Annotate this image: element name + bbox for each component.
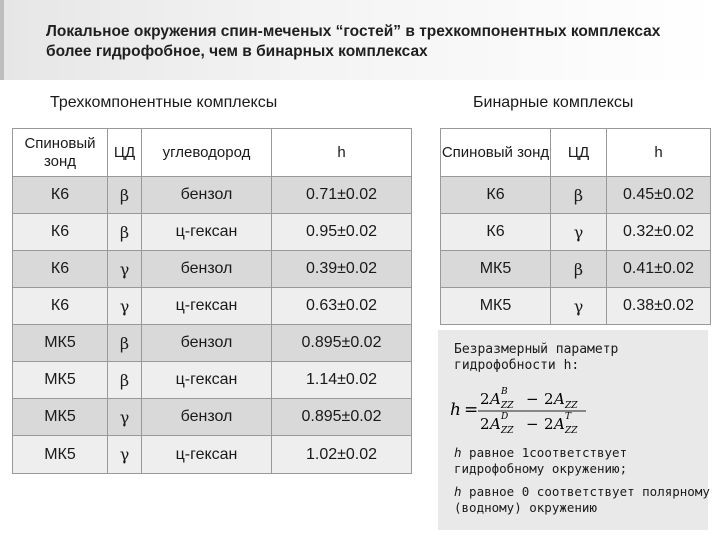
h-value-cell: 0.39±0.02 <box>272 251 412 288</box>
header-cell: h <box>272 129 412 177</box>
probe-cell: К6 <box>13 288 108 325</box>
probe-cell: МК5 <box>13 325 108 362</box>
probe-cell: МК5 <box>441 288 551 325</box>
hydrocarbon-cell: бензол <box>142 399 272 436</box>
formula-num-minus: − <box>526 390 539 408</box>
probe-cell: МК5 <box>13 399 108 436</box>
note-h-symbol: h <box>454 445 462 460</box>
h-value-cell: 0.63±0.02 <box>272 288 412 325</box>
probe-cell: МК5 <box>13 436 108 474</box>
table-header-row <box>13 129 412 177</box>
table-row <box>13 251 412 288</box>
table-header-row <box>441 129 711 177</box>
table-row <box>13 436 412 474</box>
table-row <box>441 288 711 325</box>
table-row <box>13 325 412 362</box>
probe-cell: МК5 <box>441 251 551 288</box>
formula-lhs: h <box>450 400 461 420</box>
right-table-heading: Бинарные комплексы <box>473 94 634 111</box>
note-polar <box>454 484 714 516</box>
h-value-cell: 0.41±0.02 <box>607 251 711 288</box>
h-value-cell: 0.95±0.02 <box>272 214 412 251</box>
probe-cell: К6 <box>13 214 108 251</box>
formula-equals: = <box>464 400 479 420</box>
probe-cell: К6 <box>13 177 108 214</box>
table-row <box>13 214 412 251</box>
hydrophobicity-description: Безразмерный параметр гидрофобности h: <box>454 342 619 373</box>
formula-den-coef2: 2 <box>544 415 554 433</box>
cd-cell: β <box>551 177 607 214</box>
table-row <box>441 214 711 251</box>
cd-cell: β <box>108 362 142 399</box>
formula-den-a1-sub: ZZ <box>501 426 514 434</box>
table-row <box>13 177 412 214</box>
table-row <box>13 362 412 399</box>
formula-den-coef: 2 <box>480 415 490 433</box>
hydrocarbon-cell: бензол <box>142 251 272 288</box>
header-cell: ЦД <box>551 129 607 177</box>
cd-cell: β <box>108 177 142 214</box>
table-row <box>441 177 711 214</box>
cd-cell: γ <box>108 288 142 325</box>
note-hydrophobic <box>454 445 709 477</box>
probe-cell: К6 <box>13 251 108 288</box>
note-h-symbol: h <box>454 484 462 499</box>
formula-den-a1: A <box>490 415 501 433</box>
cd-cell: γ <box>108 436 142 474</box>
header-cell: Спиновый зонд <box>13 129 108 177</box>
h-value-cell: 0.38±0.02 <box>607 288 711 325</box>
header-cell: h <box>607 129 711 177</box>
formula-den-a2-sup: T <box>565 412 572 422</box>
cd-cell: γ <box>108 251 142 288</box>
cd-cell: γ <box>551 288 607 325</box>
table-row <box>13 399 412 436</box>
title-accent <box>0 0 4 80</box>
table-row <box>13 288 412 325</box>
cd-cell: β <box>551 251 607 288</box>
formula-num-a2: A <box>554 390 565 408</box>
formula-num-a1-sup: B <box>501 387 508 397</box>
table-row <box>441 251 711 288</box>
probe-cell: К6 <box>441 177 551 214</box>
left-table-heading: Трехкомпонентные комплексы <box>50 94 278 111</box>
formula-num-a1: A <box>490 390 501 408</box>
slide-title: Локальное окружения спин-меченых “гостей” в трехкомпонентных комплексах более гидрофобное, чем в бинарных комплексах <box>46 23 661 60</box>
h-value-cell: 0.895±0.02 <box>272 399 412 436</box>
hydrocarbon-cell: ц-гексан <box>142 214 272 251</box>
formula-num-a2-sub: ZZ <box>565 401 578 411</box>
header-cell: углеводород <box>142 129 272 177</box>
formula-num-coef2: 2 <box>544 390 554 408</box>
hydrocarbon-cell: бензол <box>142 177 272 214</box>
formula-den-minus: − <box>526 415 539 433</box>
h-value-cell: 0.71±0.02 <box>272 177 412 214</box>
note-text: равное 1соответствует гидрофобному окружению; <box>454 445 628 476</box>
hydrocarbon-cell: ц-гексан <box>142 436 272 474</box>
formula-den-a1-sup: D <box>501 412 509 422</box>
probe-cell: К6 <box>441 214 551 251</box>
h-value-cell: 1.14±0.02 <box>272 362 412 399</box>
binary-complexes-table <box>440 128 711 325</box>
formula-num-coef: 2 <box>480 390 490 408</box>
hydrocarbon-cell: ц-гексан <box>142 288 272 325</box>
cd-cell: β <box>108 214 142 251</box>
h-value-cell: 0.45±0.02 <box>607 177 711 214</box>
header-cell: ЦД <box>108 129 142 177</box>
cd-cell: γ <box>108 399 142 436</box>
formula-num-a1-sub: ZZ <box>501 401 514 411</box>
hydrocarbon-cell: бензол <box>142 325 272 362</box>
hydrophobicity-formula <box>448 384 658 434</box>
header-cell: Спиновый зонд <box>441 129 551 177</box>
h-value-cell: 0.895±0.02 <box>272 325 412 362</box>
note-text: равное 0 соответствует полярному (водному) окружению <box>454 484 710 515</box>
cd-cell: β <box>108 325 142 362</box>
hydrocarbon-cell: ц-гексан <box>142 362 272 399</box>
formula-den-a2-sub: ZZ <box>565 426 578 434</box>
h-value-cell: 0.32±0.02 <box>607 214 711 251</box>
ternary-complexes-table <box>12 128 412 474</box>
probe-cell: МК5 <box>13 362 108 399</box>
formula-den-a2: A <box>554 415 565 433</box>
cd-cell: γ <box>551 214 607 251</box>
h-value-cell: 1.02±0.02 <box>272 436 412 474</box>
